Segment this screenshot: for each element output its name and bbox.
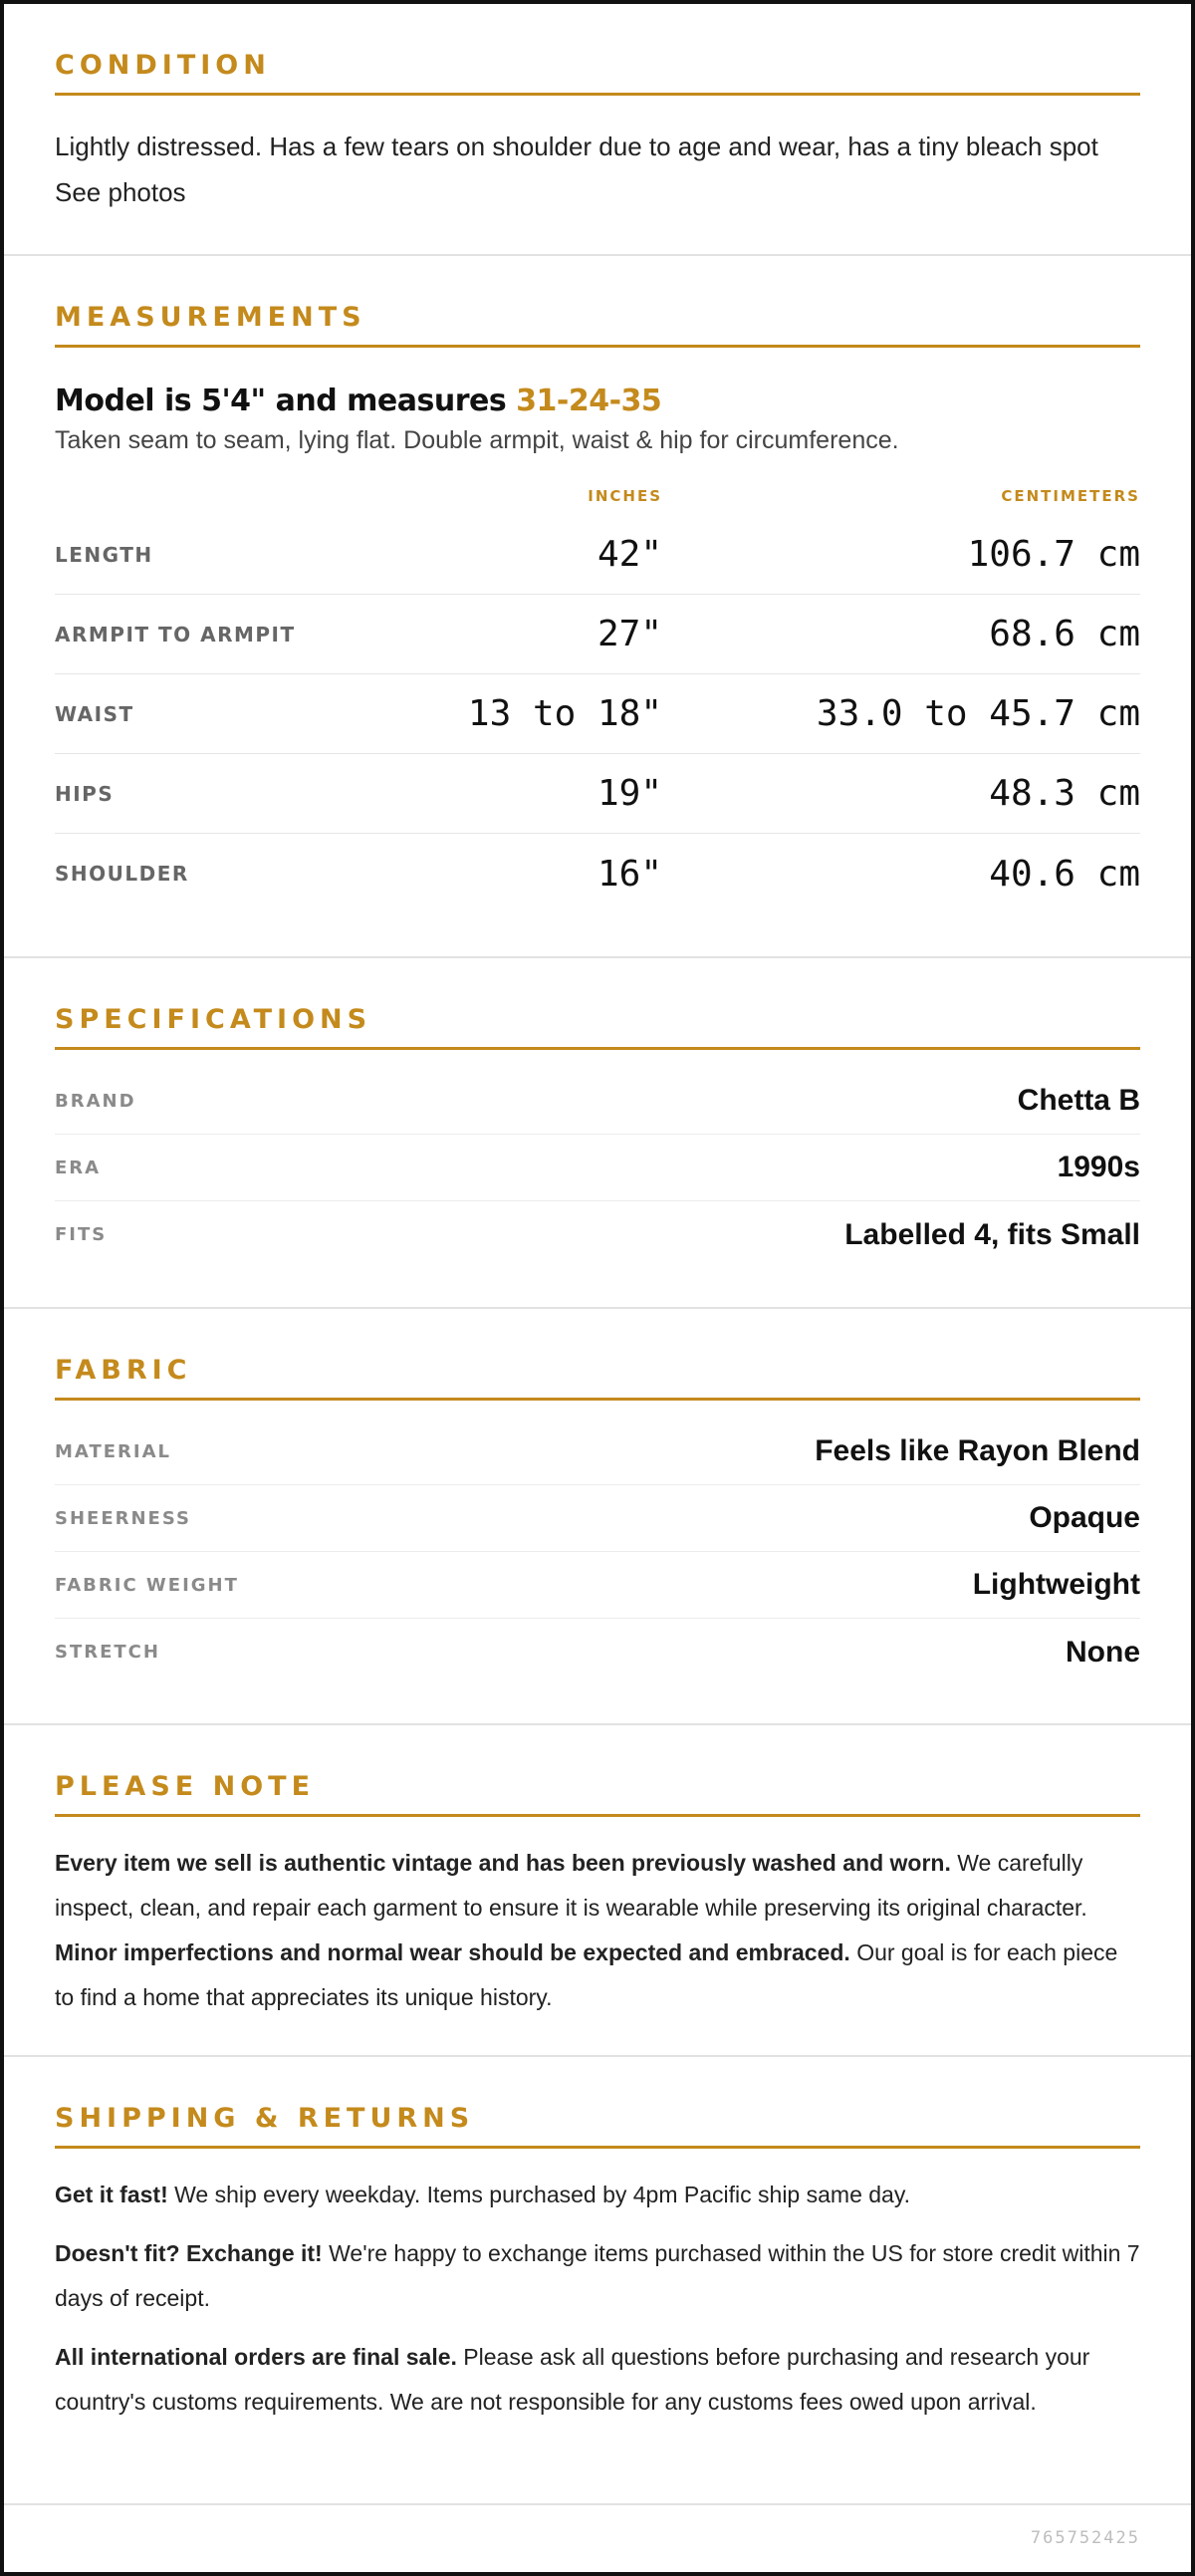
measurements-table-header	[55, 485, 1140, 505]
spec-row-era	[55, 1135, 1140, 1201]
note-text-1: We carefully inspect, clean, and repair each garment to ensure it is wearable while preserving its original character.	[55, 1850, 1087, 1921]
shipping-paragraph-exchange	[55, 2231, 1140, 2321]
shipping-paragraph-international	[55, 2335, 1140, 2425]
model-measurements	[55, 384, 1140, 418]
measurement-inches: 19"	[597, 773, 662, 814]
please-note-section	[4, 1725, 1191, 2057]
fabric-label: FABRIC WEIGHT	[55, 1574, 239, 1596]
measurement-row-waist	[55, 674, 1140, 754]
spec-row-brand	[55, 1068, 1140, 1135]
measurement-inches: 16"	[597, 853, 662, 895]
spec-value: Chetta B	[1017, 1084, 1140, 1117]
shipping-bold: Get it fast!	[55, 2182, 168, 2207]
fabric-row-weight	[55, 1552, 1140, 1619]
measurement-cm: 106.7 cm	[967, 534, 1140, 575]
footer	[4, 2505, 1191, 2571]
measurement-row-length	[55, 515, 1140, 595]
model-prefix: Model is 5'4" and measures	[55, 384, 517, 418]
centimeters-column-header: CENTIMETERS	[1001, 486, 1140, 505]
measurement-label: HIPS	[55, 781, 115, 806]
shipping-paragraph-fast	[55, 2173, 1140, 2217]
condition-heading: CONDITION	[55, 52, 1140, 96]
measurement-cm: 48.3 cm	[989, 773, 1140, 814]
shipping-returns-section	[4, 2057, 1191, 2505]
measurement-inches: 13 to 18"	[467, 693, 662, 734]
measurement-label: SHOULDER	[55, 862, 189, 886]
condition-description: Lightly distressed. Has a few tears on shoulder due to age and wear, has a tiny bleach spot See photos	[55, 131, 1098, 207]
spec-label: FITS	[55, 1224, 108, 1245]
measurements-table	[55, 515, 1140, 913]
measurement-cm: 40.6 cm	[989, 853, 1140, 895]
shipping-heading: SHIPPING & RETURNS	[55, 2105, 1140, 2149]
measurement-label: LENGTH	[55, 542, 153, 567]
measurements-section	[4, 256, 1191, 958]
shipping-text: We're happy to exchange items purchased within the US for store credit within 7 days of receipt.	[55, 2240, 1140, 2311]
fabric-value: Lightweight	[972, 1568, 1140, 1601]
shipping-bold: All international orders are final sale.	[55, 2344, 457, 2370]
spec-value: 1990s	[1057, 1151, 1140, 1183]
please-note-heading: PLEASE NOTE	[55, 1773, 1140, 1817]
shipping-bold: Doesn't fit? Exchange it!	[55, 2240, 323, 2266]
shipping-text: Please ask all questions before purchasing and research your country's customs requirements. We are not responsible for any customs fees owed upon arrival.	[55, 2344, 1090, 2415]
fabric-heading: FABRIC	[55, 1357, 1140, 1401]
specifications-list	[55, 1068, 1140, 1268]
model-stats: 31-24-35	[516, 384, 662, 418]
spec-label: ERA	[55, 1157, 102, 1178]
spec-value: Labelled 4, fits Small	[844, 1217, 1140, 1251]
fabric-row-sheerness	[55, 1485, 1140, 1552]
measurement-label: WAIST	[55, 701, 134, 726]
fabric-section	[4, 1309, 1191, 1725]
fabric-label: SHEERNESS	[55, 1507, 191, 1529]
measurement-inches: 42"	[597, 534, 662, 575]
shipping-text: We ship every weekday. Items purchased by 4pm Pacific ship same day.	[167, 2182, 911, 2207]
fabric-value: Opaque	[1029, 1501, 1140, 1534]
specifications-heading: SPECIFICATIONS	[55, 1006, 1140, 1050]
please-note-text	[55, 1841, 1140, 2020]
fabric-label: STRETCH	[55, 1642, 160, 1663]
measurement-label: ARMPIT TO ARMPIT	[55, 622, 296, 646]
fabric-row-material	[55, 1418, 1140, 1485]
note-bold-1: Every item we sell is authentic vintage and has been previously washed and worn.	[55, 1850, 951, 1876]
inches-column-header: INCHES	[588, 486, 662, 505]
product-sku: 765752425	[1030, 2528, 1140, 2548]
spec-label: BRAND	[55, 1090, 136, 1112]
fabric-row-stretch	[55, 1619, 1140, 1685]
measurements-heading: MEASUREMENTS	[55, 304, 1140, 348]
measurement-cm: 33.0 to 45.7 cm	[816, 693, 1140, 734]
measurement-cm: 68.6 cm	[989, 614, 1140, 654]
fabric-label: MATERIAL	[55, 1440, 171, 1462]
measurement-row-shoulder	[55, 834, 1140, 913]
measurement-row-armpit	[55, 595, 1140, 674]
specifications-section	[4, 958, 1191, 1309]
condition-section	[4, 4, 1191, 256]
fabric-value: None	[1066, 1635, 1140, 1669]
spec-row-fits	[55, 1201, 1140, 1268]
fabric-value: Feels like Rayon Blend	[815, 1434, 1140, 1467]
fabric-list	[55, 1418, 1140, 1685]
note-text-2: Our goal is for each piece to find a home that appreciates its unique history.	[55, 1939, 1118, 2010]
measurement-inches: 27"	[597, 614, 662, 654]
measurement-method-note: Taken seam to seam, lying flat. Double armpit, waist & hip for circumference.	[55, 426, 899, 454]
measurement-row-hips	[55, 754, 1140, 834]
note-bold-2: Minor imperfections and normal wear should be expected and embraced.	[55, 1939, 850, 1965]
